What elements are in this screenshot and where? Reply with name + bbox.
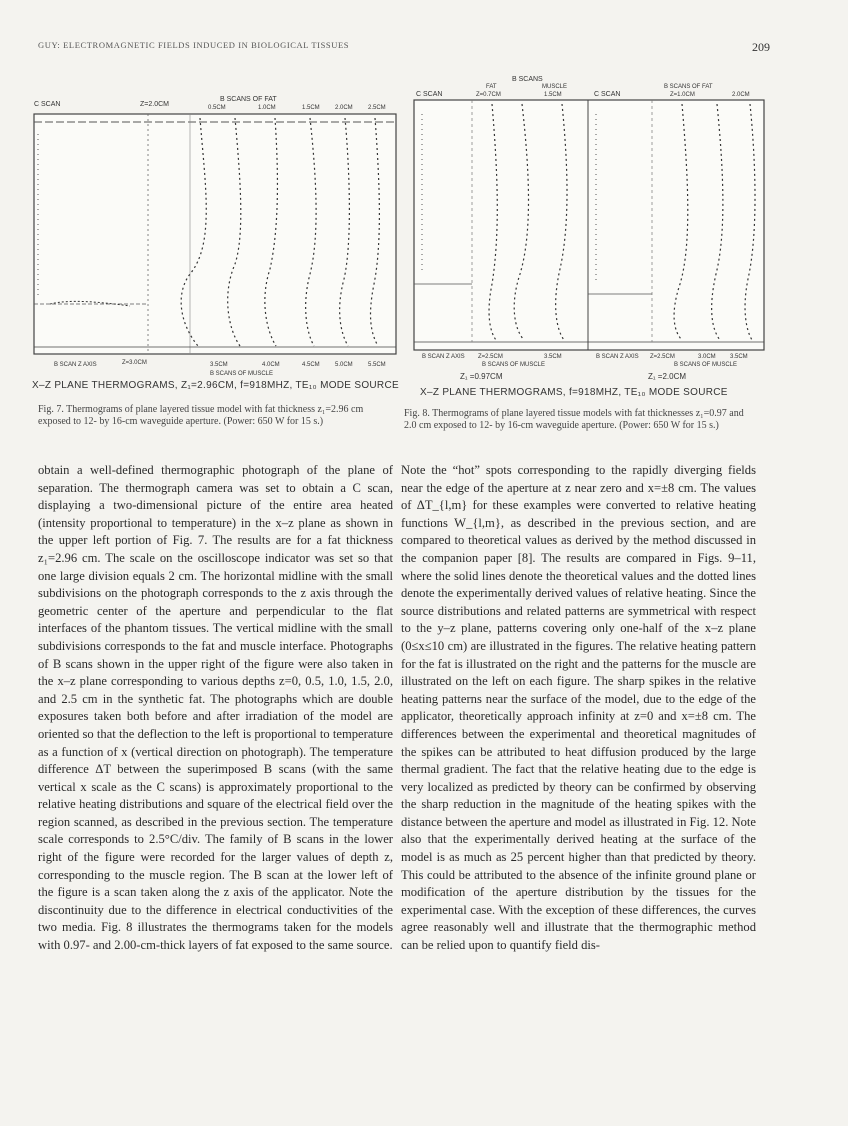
fig7-label-c-scan: C SCAN — [34, 101, 61, 108]
fig8-label-c-scan-left: C SCAN — [416, 91, 443, 98]
figure-8-thermogram — [412, 74, 768, 386]
fig8-label-b-scans: B SCANS — [512, 76, 543, 83]
fig7-label-z-55: 5.5CM — [368, 362, 386, 368]
fig8-label-fat: FAT — [486, 84, 497, 90]
page-number: 209 — [752, 40, 770, 54]
body-paragraph-right: Note the “hot” spots corresponding to the rapidly diverging fields near the edge of the aperture at z near zero and x=±8 cm. The values of ΔT_{l,m} for these examples were converted to relative heating functions W_{l,m}, as described in the previous section, and are compared to theoretical values as derived by the method discussed in the companion paper [8]. The results are compared in Figs. 9–11, where the solid lines denote the theoretical values and the dotted lines denote the experimentally derived values of relative heating. Since the source distributions and related patterns are symmetrical with respect to the y–z plane, patterns covering only one-half of the x–z plane (0≤x≤10 cm) are illustrated in the figures. The relative heating pattern for the fat is illustrated on the right and the patterns for the muscle are illustrated on the left on each figure. The sharp spikes in the relative heating patterns near the surface of the model, due to the edge of the applicator, theoretically approach infinity at z=0 and x=±8 cm. The differences between the experimental and theoretical magnitudes of the spikes can be attributed to heat diffusion produced by the large thermal gradient. The fact that the relative heating due to the edge is very localized as predicted by theory can be confirmed by observing the sharp reduction in the magnitude of the heating spikes with the distance between the aperture and model as illustrated in Fig. 12. Note also that the experimentally derived heating at the surface of the model is as much as 25 percent higher than that predicted by theory. This could be attributed to the absence of the infinite ground plane or modification of the aperture distribution by the tissues for the experimental case. With the exception of these differences, the curves agree reasonably well and illustrate that the thermographic method can be relied upon to quantify field dis- — [401, 463, 756, 953]
fig7-label-b-scans-of-fat: B SCANS OF FAT — [220, 96, 277, 103]
running-head: GUY: ELECTROMAGNETIC FIELDS INDUCED IN BIOLOGICAL TISSUES — [38, 40, 350, 50]
fig8-label-z-15: 1.5CM — [544, 92, 562, 98]
fig7-label-z-top-4: 2.0CM — [335, 105, 353, 111]
fig8-label-c-scan-right: C SCAN — [594, 91, 621, 98]
body-column-right — [401, 462, 756, 955]
fig8-label-b-scan-z-axis-right: B SCAN Z AXIS — [596, 354, 639, 360]
fig7-caption: Fig. 7. Thermograms of plane layered tissue model with fat thickness z₁=2.96 cm exposed to 12- by 16-cm waveguide aperture. (Power: 650 W for 15 s.) — [38, 404, 364, 427]
fig8-label-z1-left: Z₁ =0.97CM — [460, 372, 503, 381]
fig7-label-z-45: 4.5CM — [302, 362, 320, 368]
fig8-label-b-scan-z-axis-left: B SCAN Z AXIS — [422, 354, 465, 360]
fig8-label-z1-right: Z₁ =2.0CM — [648, 372, 687, 381]
fig8-label-z-07: Z=0.7CM — [476, 92, 501, 98]
fig8-caption: Fig. 8. Thermograms of plane layered tissue models with fat thicknesses z₁=0.97 and 2.0 cm exposed to 12- by 16-cm waveguide aperture. (Power: 650 W for 15 s.) — [404, 408, 744, 431]
fig7-label-z-top-5: 2.5CM — [368, 105, 386, 111]
fig7-label-z-50: 5.0CM — [335, 362, 353, 368]
body-column-left — [38, 462, 393, 955]
fig7-label-z-top-3: 1.5CM — [302, 105, 320, 111]
body-paragraph-left: obtain a well-defined thermographic photograph of the plane of separation. The thermograph camera was set to obtain a C scan, displaying a two-dimensional picture of the entire area heated (intensity proportional to temperature) in the x–z plane as shown in the upper left portion of Fig. 7. The results are for a fat thickness z₁=2.96 cm. The scale on the oscilloscope indicator was set so that one large division equals 2 cm. The horizontal midline with the small subdivisions on the photograph corresponds to the z axis through the geometric center of the aperture and perpendicular to the flat interfaces of the phantom tissues. The vertical midline with the small subdivisions corresponds to the fat and muscle interface. Photographs of B scans shown in the upper right of the figure were also taken in the x–z plane corresponding to various depths z=0, 0.5, 1.0, 1.5, 2.0, and 2.5 cm in the synthetic fat. The photographs which are double exposures taken both before and after irradiation of the model are oriented so that the deflection to the left is proportional to temperature as a function of x (vertical direction on photograph). The temperature difference ΔT between the superimposed B scans (with the same vertical x scale as the C scans) is approximately proportional to the relative heating distributions and square of the electrical field over the region scanned, as described in the previous section. The temperature scale corresponds to 2.5°C/div. The family of B scans in the lower right of the figure were recorded for the larger values of depth z, corresponding to the muscle region. The B scan at the lower left of the figure is a scan taken along the z axis of the applicator. Note the discontinuity due to the difference in electrical conductivities of the two media. Fig. 8 illustrates the thermograms taken for the models with 0.97- and 2.00-cm-thick layers of fat exposed to the same source. — [38, 463, 393, 953]
fig7-label-z-top-1: 0.5CM — [208, 105, 226, 111]
fig8-label-z-35b: 3.5CM — [730, 354, 748, 360]
fig7-label-z-3cm: Z=3.0CM — [122, 360, 147, 366]
fig8-label-b-scans-of-muscle-left: B SCANS OF MUSCLE — [482, 362, 546, 368]
fig8-title: X–Z PLANE THERMOGRAMS, f=918MHZ, TE₁₀ MODE SOURCE — [420, 387, 728, 398]
figure-7-thermogram — [30, 94, 402, 382]
fig7-label-z-2cm: Z=2.0CM — [140, 101, 169, 108]
fig8-label-b-scans-of-fat: B SCANS OF FAT — [664, 84, 713, 90]
fig8-label-z-25: Z=2.5CM — [478, 354, 503, 360]
fig7-label-z-35: 3.5CM — [210, 362, 228, 368]
fig8-label-z-2cm: Z=1.0CM — [670, 92, 695, 98]
fig7-label-z-top-2: 1.0CM — [258, 105, 276, 111]
fig8-label-z-25b: Z=2.5CM — [650, 354, 675, 360]
fig8-label-muscle: MUSCLE — [542, 84, 568, 90]
fig7-label-b-scan-z-axis: B SCAN Z AXIS — [54, 362, 97, 368]
fig8-label-z-35: 3.5CM — [544, 354, 562, 360]
fig7-label-z-40: 4.0CM — [262, 362, 280, 368]
fig7-title: X–Z PLANE THERMOGRAMS, Z₁=2.96CM, f=918MHZ, TE₁₀ MODE SOURCE — [32, 380, 399, 391]
fig8-label-b-scans-of-muscle-right: B SCANS OF MUSCLE — [674, 362, 738, 368]
fig7-label-b-scans-of-muscle: B SCANS OF MUSCLE — [210, 371, 274, 377]
fig8-label-z-30: 3.0CM — [698, 354, 716, 360]
fig8-label-z-20: 2.0CM — [732, 92, 750, 98]
